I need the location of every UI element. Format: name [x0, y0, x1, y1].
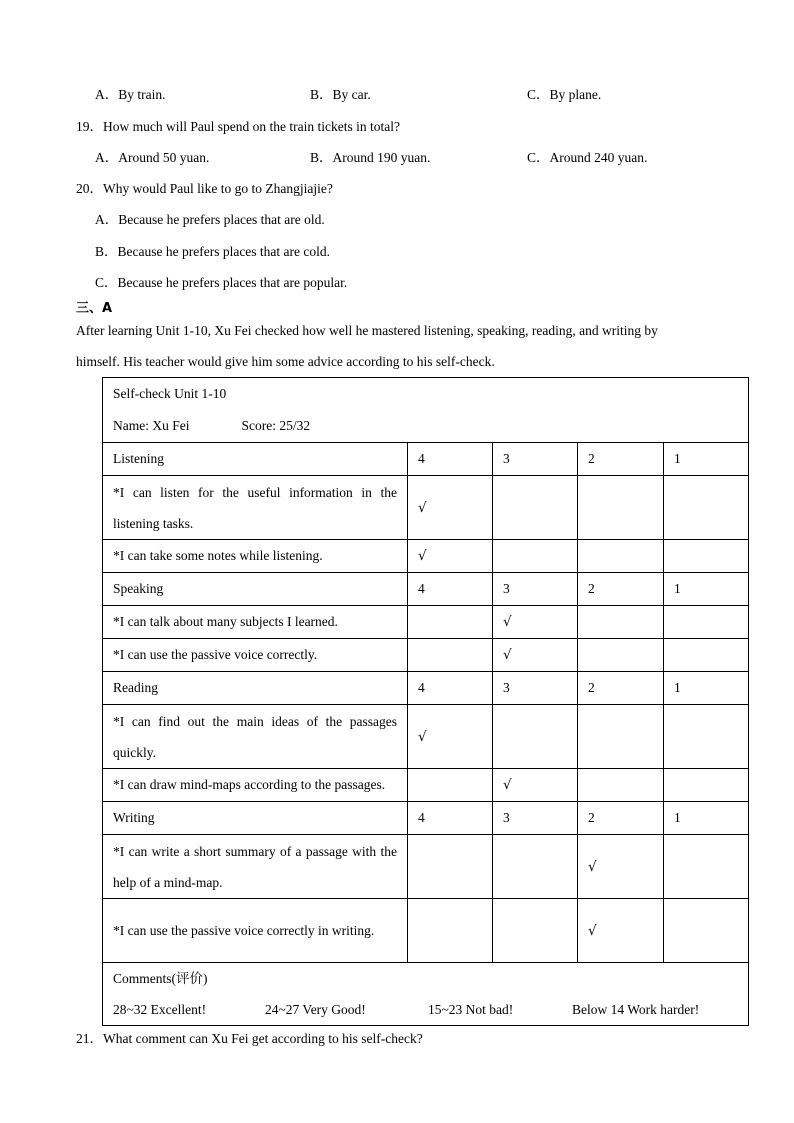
empty-cell: [578, 476, 664, 540]
q18-option-b: B．By car.: [310, 87, 371, 102]
skill-name: Listening: [103, 443, 408, 476]
empty-cell: [493, 899, 578, 963]
comment-very-good: 24~27 Very Good!: [265, 1002, 366, 1017]
empty-cell: [578, 639, 664, 672]
check-mark: √: [408, 476, 493, 540]
comments-cell: [103, 963, 749, 1026]
check-mark: √: [493, 769, 578, 802]
level-label: 3: [493, 672, 578, 705]
empty-cell: [578, 606, 664, 639]
level-label: 4: [408, 573, 493, 606]
level-label: 2: [578, 672, 664, 705]
level-label: 3: [493, 802, 578, 835]
level-label: 3: [493, 443, 578, 476]
q20-option-b: B．Because he prefers places that are cold.: [95, 244, 331, 259]
empty-cell: [664, 835, 749, 899]
comment-excellent: 28~32 Excellent!: [113, 1002, 207, 1017]
check-mark: √: [578, 835, 664, 899]
table-header-cell: [103, 378, 749, 443]
empty-cell: [408, 606, 493, 639]
self-check-table: [102, 377, 749, 1026]
check-mark: √: [408, 540, 493, 573]
q19-stem: 19．How much will Paul spend on the train tickets in total?: [76, 119, 400, 134]
statement-text: *I can use the passive voice correctly.: [103, 639, 408, 672]
q20-option-a: A．Because he prefers places that are old.: [95, 212, 325, 227]
statement-row: [103, 835, 749, 899]
q19-option-a: A．Around 50 yuan.: [95, 150, 210, 165]
level-label: 2: [578, 443, 664, 476]
check-mark: √: [408, 705, 493, 769]
table-title: Self-check Unit 1-10: [113, 386, 227, 401]
empty-cell: [664, 639, 749, 672]
statement-text: *I can use the passive voice correctly in writing.: [103, 899, 408, 963]
empty-cell: [493, 835, 578, 899]
empty-cell: [664, 606, 749, 639]
level-label: 4: [408, 802, 493, 835]
empty-cell: [493, 540, 578, 573]
empty-cell: [578, 769, 664, 802]
level-label: 1: [664, 802, 749, 835]
level-label: 1: [664, 443, 749, 476]
skill-name: Reading: [103, 672, 408, 705]
statement-row: [103, 540, 749, 573]
empty-cell: [578, 540, 664, 573]
check-mark: √: [493, 639, 578, 672]
q20-stem: 20．Why would Paul like to go to Zhangjiajie?: [76, 181, 333, 196]
statement-row: [103, 899, 749, 963]
q21-stem: 21．What comment can Xu Fei get according to his self-check?: [76, 1031, 423, 1046]
statement-row: [103, 606, 749, 639]
statement-row: [103, 476, 749, 540]
comment-not-bad: 15~23 Not bad!: [428, 1002, 514, 1017]
comments-row: [103, 963, 749, 1026]
empty-cell: [493, 705, 578, 769]
statement-text: *I can listen for the useful information in the listening tasks.: [103, 476, 408, 540]
level-label: 1: [664, 672, 749, 705]
statement-row: [103, 639, 749, 672]
statement-row: [103, 705, 749, 769]
empty-cell: [578, 705, 664, 769]
comments-list: [113, 994, 738, 1025]
name-score-line: [113, 410, 738, 442]
q19-option-c: C．Around 240 yuan.: [527, 150, 648, 165]
level-label: 3: [493, 573, 578, 606]
empty-cell: [408, 769, 493, 802]
statement-text: *I can draw mind-maps according to the passages.: [103, 769, 408, 802]
statement-row: [103, 769, 749, 802]
empty-cell: [664, 476, 749, 540]
student-name: Name: Xu Fei: [113, 418, 190, 433]
section-header-row: [103, 802, 749, 835]
comments-title: Comments(评价): [113, 971, 208, 986]
table-header-row: [103, 378, 749, 443]
comment-work-harder: Below 14 Work harder!: [572, 1002, 700, 1017]
skill-name: Speaking: [103, 573, 408, 606]
level-label: 4: [408, 672, 493, 705]
q18-option-a: A．By train.: [95, 87, 166, 102]
intro-line-2: himself. His teacher would give him some advice according to his self-check.: [76, 354, 495, 369]
section-header-row: [103, 443, 749, 476]
q19-option-b: B．Around 190 yuan.: [310, 150, 431, 165]
statement-text: *I can take some notes while listening.: [103, 540, 408, 573]
skill-name: Writing: [103, 802, 408, 835]
check-mark: √: [493, 606, 578, 639]
empty-cell: [664, 540, 749, 573]
q18-option-c: C．By plane.: [527, 87, 602, 102]
intro-line-1: After learning Unit 1-10, Xu Fei checked how well he mastered listening, speaking, reading, and writing by: [76, 323, 658, 338]
empty-cell: [493, 476, 578, 540]
level-label: 2: [578, 573, 664, 606]
empty-cell: [664, 705, 749, 769]
empty-cell: [664, 899, 749, 963]
student-score: Score: 25/32: [241, 418, 311, 433]
statement-text: *I can find out the main ideas of the passages quickly.: [103, 705, 408, 769]
empty-cell: [664, 769, 749, 802]
level-label: 1: [664, 573, 749, 606]
section-title: 三、A: [76, 301, 113, 316]
empty-cell: [408, 835, 493, 899]
q20-option-c: C．Because he prefers places that are popular.: [95, 275, 348, 290]
level-label: 4: [408, 443, 493, 476]
check-mark: √: [578, 899, 664, 963]
statement-text: *I can talk about many subjects I learned.: [103, 606, 408, 639]
statement-text: *I can write a short summary of a passage with the help of a mind-map.: [103, 835, 408, 899]
section-header-row: [103, 573, 749, 606]
level-label: 2: [578, 802, 664, 835]
section-header-row: [103, 672, 749, 705]
empty-cell: [408, 639, 493, 672]
empty-cell: [408, 899, 493, 963]
